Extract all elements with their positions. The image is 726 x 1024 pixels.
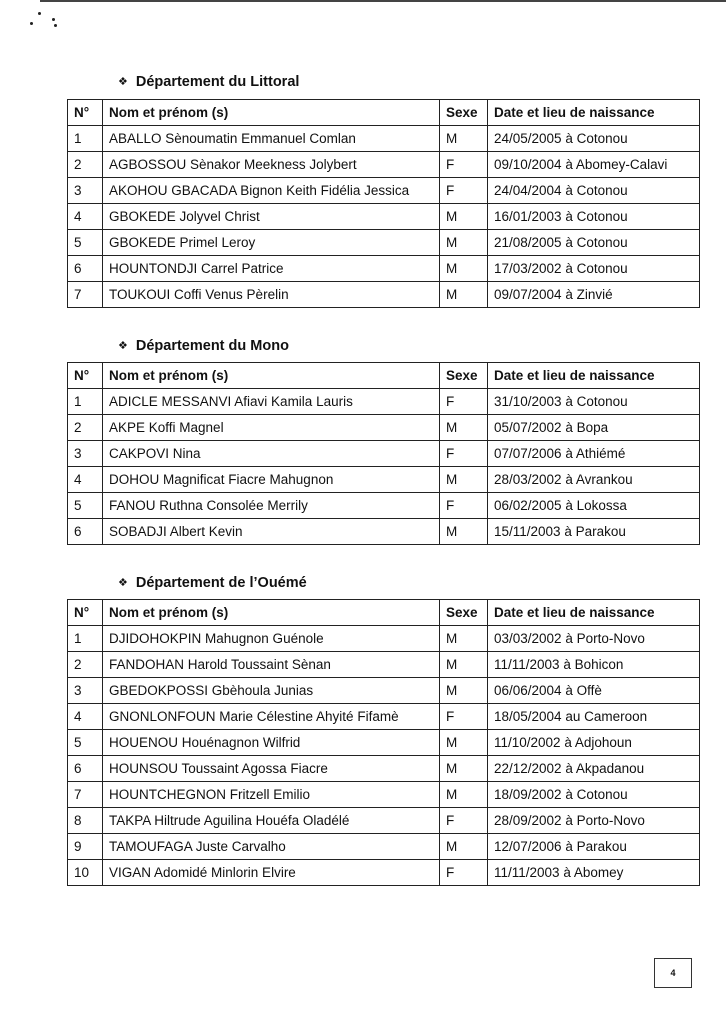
col-header-birth: Date et lieu de naissance	[488, 363, 700, 389]
table-row	[68, 704, 700, 730]
table-row	[68, 756, 700, 782]
diamond-bullet-icon: ❖	[118, 577, 128, 589]
cell-number: 6	[68, 519, 103, 545]
cell-sex: M	[440, 652, 488, 678]
cell-name: TAMOUFAGA Juste Carvalho	[103, 834, 440, 860]
cell-birth: 21/08/2005 à Cotonou	[488, 230, 700, 256]
scan-specks	[24, 10, 84, 40]
cell-birth: 17/03/2002 à Cotonou	[488, 256, 700, 282]
cell-number: 4	[68, 704, 103, 730]
col-header-name: Nom et prénom (s)	[103, 600, 440, 626]
cell-name: VIGAN Adomidé Minlorin Elvire	[103, 860, 440, 886]
table-row	[68, 389, 700, 415]
cell-number: 2	[68, 652, 103, 678]
cell-number: 2	[68, 152, 103, 178]
cell-sex: M	[440, 230, 488, 256]
table-row	[68, 204, 700, 230]
cell-sex: M	[440, 756, 488, 782]
cell-sex: F	[440, 178, 488, 204]
cell-birth: 16/01/2003 à Cotonou	[488, 204, 700, 230]
cell-number: 3	[68, 441, 103, 467]
cell-number: 3	[68, 178, 103, 204]
cell-number: 5	[68, 493, 103, 519]
cell-name: SOBADJI Albert Kevin	[103, 519, 440, 545]
cell-name: AKPE Koffi Magnel	[103, 415, 440, 441]
cell-birth: 18/05/2004 au Cameroon	[488, 704, 700, 730]
cell-sex: M	[440, 626, 488, 652]
top-border-line	[40, 0, 726, 2]
cell-number: 4	[68, 204, 103, 230]
cell-birth: 28/09/2002 à Porto-Novo	[488, 808, 700, 834]
cell-sex: F	[440, 860, 488, 886]
cell-sex: M	[440, 782, 488, 808]
cell-sex: M	[440, 415, 488, 441]
cell-name: ADICLE MESSANVI Afiavi Kamila Lauris	[103, 389, 440, 415]
diamond-bullet-icon: ❖	[118, 340, 128, 352]
cell-birth: 12/07/2006 à Parakou	[488, 834, 700, 860]
cell-number: 1	[68, 126, 103, 152]
cell-birth: 11/10/2002 à Adjohoun	[488, 730, 700, 756]
cell-birth: 06/02/2005 à Lokossa	[488, 493, 700, 519]
table-row	[68, 860, 700, 886]
cell-sex: M	[440, 256, 488, 282]
cell-name: GNONLONFOUN Marie Célestine Ahyité Fifamè	[103, 704, 440, 730]
cell-number: 5	[68, 230, 103, 256]
cell-sex: F	[440, 152, 488, 178]
cell-sex: M	[440, 834, 488, 860]
cell-sex: F	[440, 704, 488, 730]
table-row	[68, 652, 700, 678]
table-row	[68, 282, 700, 308]
cell-number: 8	[68, 808, 103, 834]
cell-birth: 28/03/2002 à Avrankou	[488, 467, 700, 493]
cell-name: AKOHOU GBACADA Bignon Keith Fidélia Jessica	[103, 178, 440, 204]
table-row	[68, 441, 700, 467]
cell-number: 3	[68, 678, 103, 704]
cell-number: 2	[68, 415, 103, 441]
cell-sex: F	[440, 808, 488, 834]
cell-name: CAKPOVI Nina	[103, 441, 440, 467]
cell-name: HOUNTCHEGNON Fritzell Emilio	[103, 782, 440, 808]
table-row	[68, 467, 700, 493]
students-table	[67, 599, 700, 886]
header-row	[68, 600, 700, 626]
table-row	[68, 152, 700, 178]
cell-sex: M	[440, 678, 488, 704]
cell-sex: M	[440, 126, 488, 152]
cell-sex: F	[440, 441, 488, 467]
cell-birth: 09/10/2004 à Abomey-Calavi	[488, 152, 700, 178]
col-header-number: N°	[68, 600, 103, 626]
cell-sex: M	[440, 730, 488, 756]
table-row	[68, 230, 700, 256]
table-row	[68, 256, 700, 282]
col-header-number: N°	[68, 100, 103, 126]
table-row	[68, 626, 700, 652]
table-row	[68, 730, 700, 756]
col-header-sex: Sexe	[440, 363, 488, 389]
cell-number: 5	[68, 730, 103, 756]
cell-name: ABALLO Sènoumatin Emmanuel Comlan	[103, 126, 440, 152]
cell-birth: 03/03/2002 à Porto-Novo	[488, 626, 700, 652]
table-row	[68, 415, 700, 441]
cell-name: GBEDOKPOSSI Gbèhoula Junias	[103, 678, 440, 704]
page-number: 4	[654, 958, 692, 988]
col-header-name: Nom et prénom (s)	[103, 363, 440, 389]
cell-number: 7	[68, 782, 103, 808]
cell-name: HOUENOU Houénagnon Wilfrid	[103, 730, 440, 756]
cell-number: 4	[68, 467, 103, 493]
cell-name: DJIDOHOKPIN Mahugnon Guénole	[103, 626, 440, 652]
cell-birth: 15/11/2003 à Parakou	[488, 519, 700, 545]
cell-birth: 11/11/2003 à Bohicon	[488, 652, 700, 678]
table-row	[68, 834, 700, 860]
cell-birth: 07/07/2006 à Athiémé	[488, 441, 700, 467]
table-row	[68, 808, 700, 834]
table-row	[68, 782, 700, 808]
cell-birth: 11/11/2003 à Abomey	[488, 860, 700, 886]
col-header-birth: Date et lieu de naissance	[488, 100, 700, 126]
cell-number: 6	[68, 756, 103, 782]
cell-number: 10	[68, 860, 103, 886]
section-title: ❖ Département du Mono	[118, 338, 289, 354]
cell-number: 6	[68, 256, 103, 282]
table-row	[68, 678, 700, 704]
cell-name: DOHOU Magnificat Fiacre Mahugnon	[103, 467, 440, 493]
section-title: ❖ Département du Littoral	[118, 74, 300, 90]
col-header-number: N°	[68, 363, 103, 389]
table-row	[68, 493, 700, 519]
cell-birth: 06/06/2004 à Offè	[488, 678, 700, 704]
cell-sex: F	[440, 389, 488, 415]
section-title: ❖ Département de l’Ouémé	[118, 575, 307, 591]
header-row	[68, 363, 700, 389]
cell-sex: F	[440, 493, 488, 519]
cell-number: 1	[68, 626, 103, 652]
table-row	[68, 178, 700, 204]
cell-birth: 24/05/2005 à Cotonou	[488, 126, 700, 152]
cell-name: HOUNSOU Toussaint Agossa Fiacre	[103, 756, 440, 782]
cell-name: HOUNTONDJI Carrel Patrice	[103, 256, 440, 282]
cell-name: GBOKEDE Primel Leroy	[103, 230, 440, 256]
cell-name: TOUKOUI Coffi Venus Pèrelin	[103, 282, 440, 308]
cell-birth: 24/04/2004 à Cotonou	[488, 178, 700, 204]
col-header-birth: Date et lieu de naissance	[488, 600, 700, 626]
cell-birth: 22/12/2002 à Akpadanou	[488, 756, 700, 782]
students-table	[67, 362, 700, 545]
cell-birth: 31/10/2003 à Cotonou	[488, 389, 700, 415]
students-table	[67, 99, 700, 308]
cell-birth: 05/07/2002 à Bopa	[488, 415, 700, 441]
cell-birth: 09/07/2004 à Zinvié	[488, 282, 700, 308]
header-row	[68, 100, 700, 126]
col-header-name: Nom et prénom (s)	[103, 100, 440, 126]
cell-sex: M	[440, 519, 488, 545]
cell-birth: 18/09/2002 à Cotonou	[488, 782, 700, 808]
cell-name: FANDOHAN Harold Toussaint Sènan	[103, 652, 440, 678]
cell-sex: M	[440, 282, 488, 308]
cell-number: 1	[68, 389, 103, 415]
cell-sex: M	[440, 204, 488, 230]
cell-name: AGBOSSOU Sènakor Meekness Jolybert	[103, 152, 440, 178]
cell-number: 9	[68, 834, 103, 860]
cell-number: 7	[68, 282, 103, 308]
diamond-bullet-icon: ❖	[118, 76, 128, 88]
col-header-sex: Sexe	[440, 600, 488, 626]
col-header-sex: Sexe	[440, 100, 488, 126]
table-row	[68, 519, 700, 545]
cell-sex: M	[440, 467, 488, 493]
table-row	[68, 126, 700, 152]
cell-name: GBOKEDE Jolyvel Christ	[103, 204, 440, 230]
cell-name: TAKPA Hiltrude Aguilina Houéfa Oladélé	[103, 808, 440, 834]
cell-name: FANOU Ruthna Consolée Merrily	[103, 493, 440, 519]
